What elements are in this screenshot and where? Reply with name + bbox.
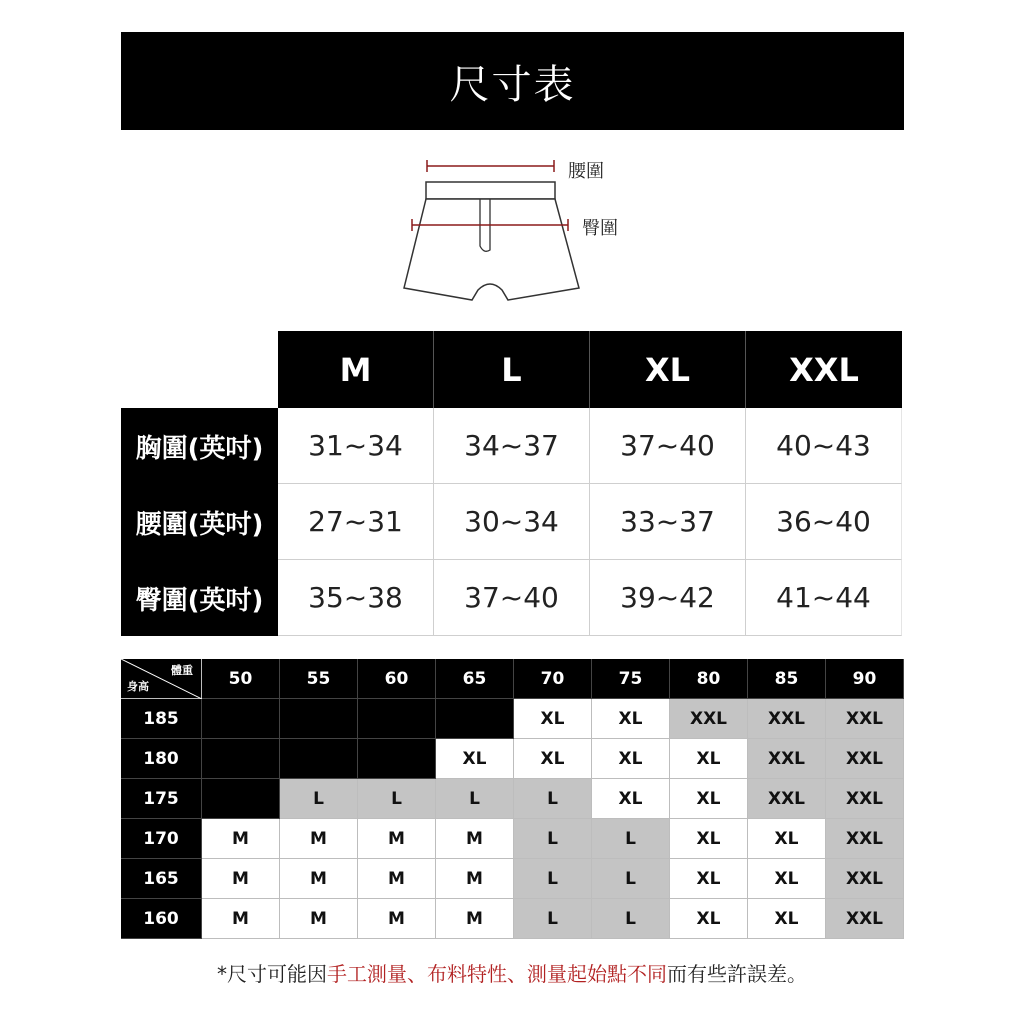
size-cell: M xyxy=(202,819,280,859)
size-cell: M xyxy=(280,859,358,899)
measurement-cell: 33~37 xyxy=(590,484,746,560)
hip-label: 臀圍 xyxy=(582,218,618,239)
weight-header: 90 xyxy=(826,659,904,699)
grid-row xyxy=(121,779,904,819)
measurement-cell: 34~37 xyxy=(434,408,590,484)
weight-header: 55 xyxy=(280,659,358,699)
measurement-table xyxy=(121,331,904,636)
size-cell: XL xyxy=(748,819,826,859)
measurement-cell: 31~34 xyxy=(278,408,434,484)
footnote xyxy=(0,958,1024,987)
size-cell: XL xyxy=(514,699,592,739)
row-label: 胸圍(英吋) xyxy=(121,408,278,484)
grid-header-row xyxy=(121,659,904,699)
size-cell: M xyxy=(202,899,280,939)
size-cell: M xyxy=(358,819,436,859)
row-label: 臀圍(英吋) xyxy=(121,560,278,636)
height-header: 170 xyxy=(121,819,202,859)
size-header: XL xyxy=(590,331,746,408)
size-cell: XL xyxy=(514,739,592,779)
size-cell: XXL xyxy=(826,859,904,899)
measurement-cell: 37~40 xyxy=(590,408,746,484)
weight-header: 65 xyxy=(436,659,514,699)
height-header: 165 xyxy=(121,859,202,899)
height-header: 160 xyxy=(121,899,202,939)
row-label: 腰圍(英吋) xyxy=(121,484,278,560)
size-cell: XXL xyxy=(826,779,904,819)
size-cell: L xyxy=(436,779,514,819)
size-cell: XXL xyxy=(670,699,748,739)
measurement-cell: 41~44 xyxy=(746,560,902,636)
weight-header: 70 xyxy=(514,659,592,699)
footnote-prefix: *尺寸可能因 xyxy=(217,962,327,986)
size-header: M xyxy=(278,331,434,408)
size-cell: L xyxy=(592,819,670,859)
page-title: 尺寸表 xyxy=(121,32,904,130)
size-cell xyxy=(358,739,436,779)
size-cell: XL xyxy=(748,899,826,939)
size-cell: L xyxy=(592,859,670,899)
size-cell xyxy=(202,739,280,779)
size-cell: L xyxy=(514,899,592,939)
waist-label: 腰圍 xyxy=(568,161,604,182)
size-cell: XL xyxy=(592,739,670,779)
size-cell: M xyxy=(358,899,436,939)
size-cell: XL xyxy=(670,859,748,899)
height-header: 185 xyxy=(121,699,202,739)
measurement-cell: 27~31 xyxy=(278,484,434,560)
measurement-cell: 30~34 xyxy=(434,484,590,560)
size-cell xyxy=(202,699,280,739)
grid-row xyxy=(121,899,904,939)
measurement-corner xyxy=(121,331,278,408)
footnote-highlight: 手工測量、布料特性、測量起始點不同 xyxy=(327,962,667,986)
grid-row xyxy=(121,739,904,779)
size-cell: XL xyxy=(670,819,748,859)
size-cell: L xyxy=(280,779,358,819)
size-cell: L xyxy=(514,859,592,899)
size-cell: XXL xyxy=(748,779,826,819)
size-cell: M xyxy=(202,859,280,899)
size-cell: XL xyxy=(592,779,670,819)
measurement-cell: 39~42 xyxy=(590,560,746,636)
height-header: 175 xyxy=(121,779,202,819)
size-cell: L xyxy=(514,779,592,819)
size-cell: M xyxy=(436,819,514,859)
size-cell: XL xyxy=(670,739,748,779)
grid-row xyxy=(121,859,904,899)
measurement-row-hip xyxy=(121,560,904,636)
size-cell: XL xyxy=(436,739,514,779)
size-cell xyxy=(202,779,280,819)
size-cell: XL xyxy=(592,699,670,739)
size-cell: XL xyxy=(670,779,748,819)
grid-corner xyxy=(121,659,202,699)
corner-weight-label: 體重 xyxy=(171,664,193,677)
weight-header: 85 xyxy=(748,659,826,699)
size-cell: M xyxy=(280,819,358,859)
shorts-diagram xyxy=(400,150,640,310)
measurement-cell: 36~40 xyxy=(746,484,902,560)
weight-header: 60 xyxy=(358,659,436,699)
size-cell: XL xyxy=(670,899,748,939)
corner-height-label: 身高 xyxy=(127,680,149,693)
measurement-row-waist xyxy=(121,484,904,560)
size-header: XXL xyxy=(746,331,902,408)
size-cell: M xyxy=(358,859,436,899)
measurement-row-chest xyxy=(121,408,904,484)
size-cell: XXL xyxy=(826,699,904,739)
measurement-cell: 37~40 xyxy=(434,560,590,636)
measurement-cell: 40~43 xyxy=(746,408,902,484)
size-cell: L xyxy=(592,899,670,939)
size-cell: L xyxy=(358,779,436,819)
size-cell xyxy=(280,739,358,779)
size-cell: XL xyxy=(748,859,826,899)
size-cell xyxy=(280,699,358,739)
size-grid xyxy=(121,659,904,939)
size-cell: XXL xyxy=(748,699,826,739)
measurement-cell: 35~38 xyxy=(278,560,434,636)
size-cell xyxy=(436,699,514,739)
footnote-suffix: 而有些許誤差。 xyxy=(667,962,807,986)
size-cell: XXL xyxy=(826,739,904,779)
size-cell: M xyxy=(436,859,514,899)
grid-row xyxy=(121,699,904,739)
weight-header: 75 xyxy=(592,659,670,699)
grid-row xyxy=(121,819,904,859)
size-cell: XXL xyxy=(826,819,904,859)
height-header: 180 xyxy=(121,739,202,779)
size-cell: XXL xyxy=(826,899,904,939)
size-header: L xyxy=(434,331,590,408)
weight-header: 50 xyxy=(202,659,280,699)
measurement-header-row xyxy=(121,331,904,408)
size-cell: M xyxy=(436,899,514,939)
size-cell: L xyxy=(514,819,592,859)
weight-header: 80 xyxy=(670,659,748,699)
size-cell xyxy=(358,699,436,739)
size-cell: M xyxy=(280,899,358,939)
size-cell: XXL xyxy=(748,739,826,779)
